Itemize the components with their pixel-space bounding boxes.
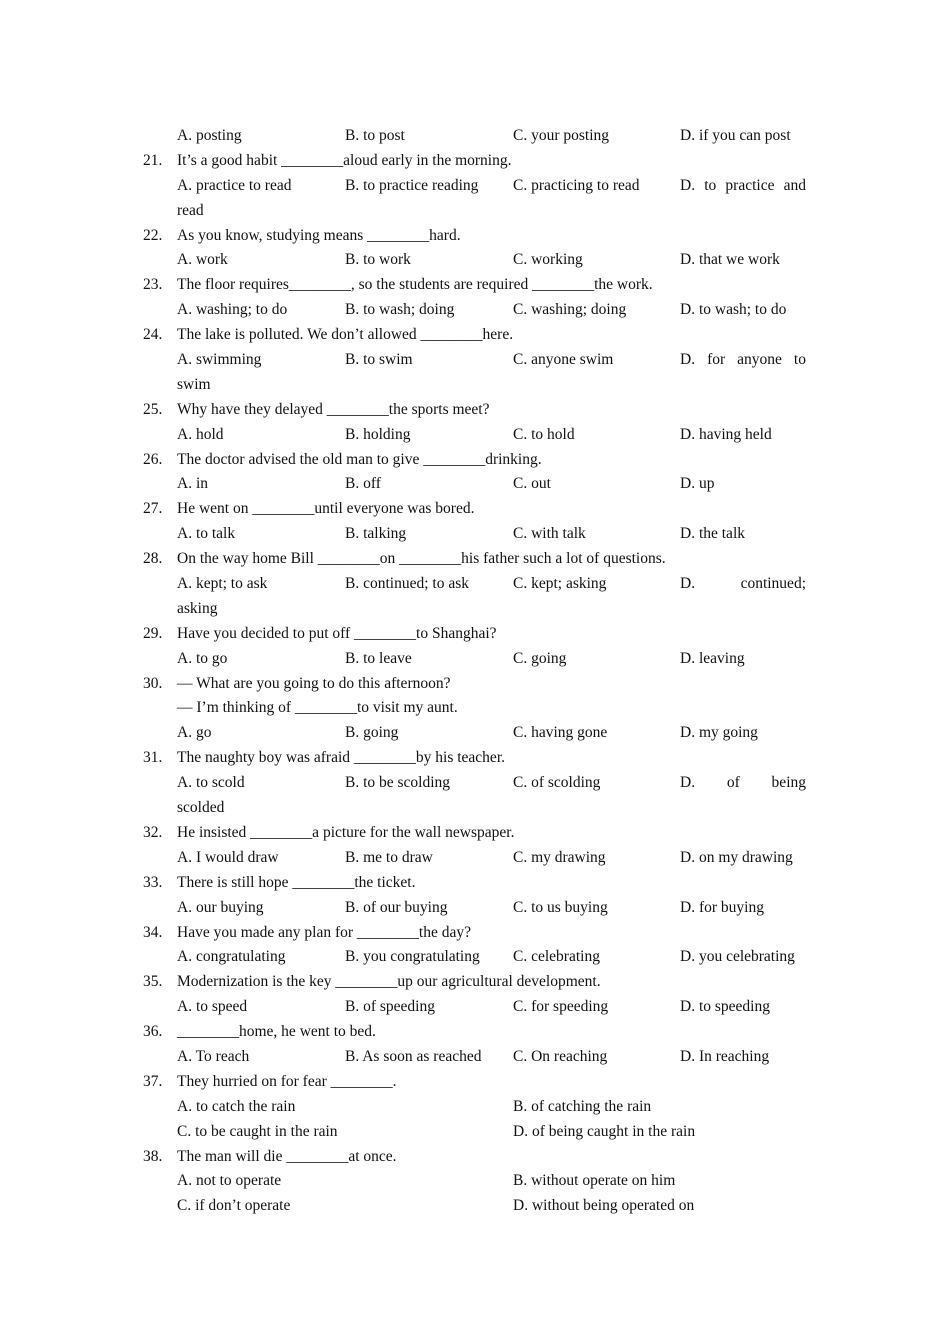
question-27-options	[0, 522, 950, 547]
question-28	[0, 547, 950, 572]
option-d: D. that we work	[680, 251, 780, 269]
question-27	[0, 497, 950, 522]
option-b: B. of catching the rain	[513, 1097, 652, 1115]
question-31-options	[0, 771, 950, 796]
question-34	[0, 921, 950, 946]
question-stem: The man will die ________at once.	[177, 1147, 397, 1165]
question-26	[0, 448, 950, 473]
question-33-options	[0, 896, 950, 921]
option-a: A. swimming	[177, 351, 262, 369]
question-32-options	[0, 846, 950, 871]
question-stem: He went on ________until everyone was bored.	[177, 500, 475, 518]
option-a: A. our buying	[177, 898, 264, 916]
option-d: D. continued;	[680, 575, 806, 593]
option-c: C. of scolding	[513, 774, 601, 792]
option-b: B. me to draw	[345, 848, 433, 866]
question-number: 32.	[143, 823, 163, 841]
option-b: B. to work	[345, 251, 411, 269]
question-37-options-row1	[0, 1095, 950, 1120]
question-stem: It’s a good habit ________aloud early in the morning.	[177, 151, 512, 169]
question-stem: On the way home Bill ________on ________his father such a lot of questions.	[177, 550, 666, 568]
option-a: A. hold	[177, 425, 224, 443]
option-b: B. holding	[345, 425, 411, 443]
question-number: 22.	[143, 226, 163, 244]
option-c: C. out	[513, 475, 551, 493]
question-22-options	[0, 248, 950, 273]
question-number: 28.	[143, 550, 163, 568]
question-32	[0, 821, 950, 846]
option-a: A. washing; to do	[177, 301, 288, 319]
question-stem: He insisted ________a picture for the wall newspaper.	[177, 823, 515, 841]
option-c: C. if don’t operate	[177, 1197, 291, 1215]
option-c: C. for speeding	[513, 998, 609, 1016]
option-d: D. up	[680, 475, 715, 493]
question-24-options	[0, 348, 950, 373]
question-33	[0, 871, 950, 896]
option-d: D. to speeding	[680, 998, 770, 1016]
question-stem: As you know, studying means ________hard.	[177, 226, 461, 244]
question-number: 21.	[143, 151, 163, 169]
question-26-options	[0, 472, 950, 497]
option-d: D. to practice and	[680, 176, 806, 194]
question-37	[0, 1070, 950, 1095]
option-b: B. continued; to ask	[345, 575, 469, 593]
question-number: 27.	[143, 500, 163, 518]
option-d-continuation: asking	[177, 599, 218, 617]
option-c: C. going	[513, 649, 567, 667]
question-31-option-d-cont	[0, 796, 950, 821]
question-stem: Have you decided to put off ________to Shanghai?	[177, 624, 497, 642]
option-d: D. without being operated on	[513, 1197, 695, 1215]
question-31	[0, 746, 950, 771]
question-25-options	[0, 423, 950, 448]
option-d-continuation: swim	[177, 375, 211, 393]
question-21-option-d-cont	[0, 199, 950, 224]
question-stem: The lake is polluted. We don’t allowed ________here.	[177, 326, 514, 344]
question-number: 24.	[143, 326, 163, 344]
option-a: A. to talk	[177, 525, 236, 543]
option-b: B. you congratulating	[345, 948, 480, 966]
option-c: C. On reaching	[513, 1047, 608, 1065]
option-c: C. with talk	[513, 525, 586, 543]
option-b: B. to wash; doing	[345, 301, 455, 319]
option-b: B. of speeding	[345, 998, 435, 1016]
option-b: B. to practice reading	[345, 176, 479, 194]
option-c: C. your posting	[513, 127, 610, 144]
question-21-options	[0, 174, 950, 199]
question-number: 31.	[143, 749, 163, 767]
option-c: C. having gone	[513, 724, 608, 742]
option-c: C. working	[513, 251, 583, 269]
option-d-continuation: scolded	[177, 799, 225, 817]
question-21	[0, 149, 950, 174]
question-stem: Have you made any plan for ________the day?	[177, 923, 471, 941]
option-a: A. go	[177, 724, 212, 742]
question-38-options-row1	[0, 1169, 950, 1194]
question-stem: Modernization is the key ________up our agricultural development.	[177, 973, 601, 991]
option-d: D. for anyone to	[680, 351, 806, 369]
option-c: C. practicing to read	[513, 176, 640, 194]
question-25	[0, 398, 950, 423]
question-number: 33.	[143, 873, 163, 891]
option-b: B. of our buying	[345, 898, 448, 916]
option-a: A. I would draw	[177, 848, 279, 866]
question-35	[0, 970, 950, 995]
option-b: B. to swim	[345, 351, 413, 369]
option-c: C. washing; doing	[513, 301, 627, 319]
option-b: B. to be scolding	[345, 774, 451, 792]
option-d: D. my going	[680, 724, 758, 742]
question-stem: The doctor advised the old man to give ________drinking.	[177, 450, 542, 468]
question-35-options	[0, 995, 950, 1020]
option-b: B. to post	[345, 127, 405, 144]
question-number: 25.	[143, 400, 163, 418]
option-d-continuation: read	[177, 201, 204, 219]
option-d: D. leaving	[680, 649, 745, 667]
option-a: A. to catch the rain	[177, 1097, 296, 1115]
option-a: A. congratulating	[177, 948, 286, 966]
option-d: D. having held	[680, 425, 772, 443]
question-36-options	[0, 1045, 950, 1070]
question-28-option-d-cont	[0, 597, 950, 622]
question-38	[0, 1145, 950, 1170]
option-a: A. in	[177, 475, 208, 493]
option-d: D. of being	[680, 774, 806, 792]
question-number: 30.	[143, 674, 163, 692]
q20-options	[0, 124, 950, 149]
question-30-options	[0, 721, 950, 746]
option-b: B. to leave	[345, 649, 412, 667]
question-28-options	[0, 572, 950, 597]
question-22	[0, 224, 950, 249]
question-34-options	[0, 945, 950, 970]
option-c: C. to be caught in the rain	[177, 1122, 338, 1140]
option-a: A. not to operate	[177, 1172, 282, 1190]
question-stem-reply: — I’m thinking of ________to visit my aunt.	[177, 699, 458, 717]
question-29-options	[0, 647, 950, 672]
option-b: B. As soon as reached	[345, 1047, 482, 1065]
option-b: B. going	[345, 724, 399, 742]
option-a: A. to scold	[177, 774, 245, 792]
question-37-options-row2	[0, 1120, 950, 1145]
option-b: B. without operate on him	[513, 1172, 676, 1190]
question-number: 35.	[143, 973, 163, 991]
question-stem: There is still hope ________the ticket.	[177, 873, 416, 891]
option-d: D. In reaching	[680, 1047, 770, 1065]
question-stem: Why have they delayed ________the sports meet?	[177, 400, 490, 418]
option-d: D. you celebrating	[680, 948, 795, 966]
question-number: 29.	[143, 624, 163, 642]
option-b: B. off	[345, 475, 381, 493]
option-c: C. anyone swim	[513, 351, 614, 369]
option-a: A. practice to read	[177, 176, 292, 194]
option-c: C. to us buying	[513, 898, 608, 916]
question-stem: The floor requires________, so the students are required ________the work.	[177, 276, 653, 294]
question-number: 26.	[143, 450, 163, 468]
option-d: D. on my drawing	[680, 848, 793, 866]
question-36	[0, 1020, 950, 1045]
option-b: B. talking	[345, 525, 407, 543]
question-stem: They hurried on for fear ________.	[177, 1072, 397, 1090]
question-number: 37.	[143, 1072, 163, 1090]
question-24-option-d-cont	[0, 373, 950, 398]
option-c: C. celebrating	[513, 948, 600, 966]
question-30	[0, 672, 950, 697]
question-stem: — What are you going to do this afternoon?	[177, 674, 451, 692]
option-d: D. the talk	[680, 525, 745, 543]
question-30-stem-line2	[0, 696, 950, 721]
exam-page	[0, 124, 950, 1219]
question-number: 34.	[143, 923, 163, 941]
option-d: D. if you can post	[680, 127, 791, 144]
option-a: A. kept; to ask	[177, 575, 268, 593]
option-d: D. to wash; to do	[680, 301, 787, 319]
question-24	[0, 323, 950, 348]
option-c: C. kept; asking	[513, 575, 607, 593]
question-38-options-row2	[0, 1194, 950, 1219]
question-number: 38.	[143, 1147, 163, 1165]
option-d: D. for buying	[680, 898, 764, 916]
question-23	[0, 273, 950, 298]
option-a: A. work	[177, 251, 228, 269]
question-stem: The naughty boy was afraid ________by his teacher.	[177, 749, 505, 767]
question-29	[0, 622, 950, 647]
option-c: C. to hold	[513, 425, 575, 443]
option-d: D. of being caught in the rain	[513, 1122, 696, 1140]
option-a: A. to go	[177, 649, 228, 667]
question-23-options	[0, 298, 950, 323]
option-c: C. my drawing	[513, 848, 606, 866]
question-number: 36.	[143, 1023, 163, 1041]
option-a: A. to speed	[177, 998, 248, 1016]
option-a: A. posting	[177, 127, 242, 144]
option-a: A. To reach	[177, 1047, 250, 1065]
question-stem: ________home, he went to bed.	[177, 1023, 376, 1041]
question-number: 23.	[143, 276, 163, 294]
